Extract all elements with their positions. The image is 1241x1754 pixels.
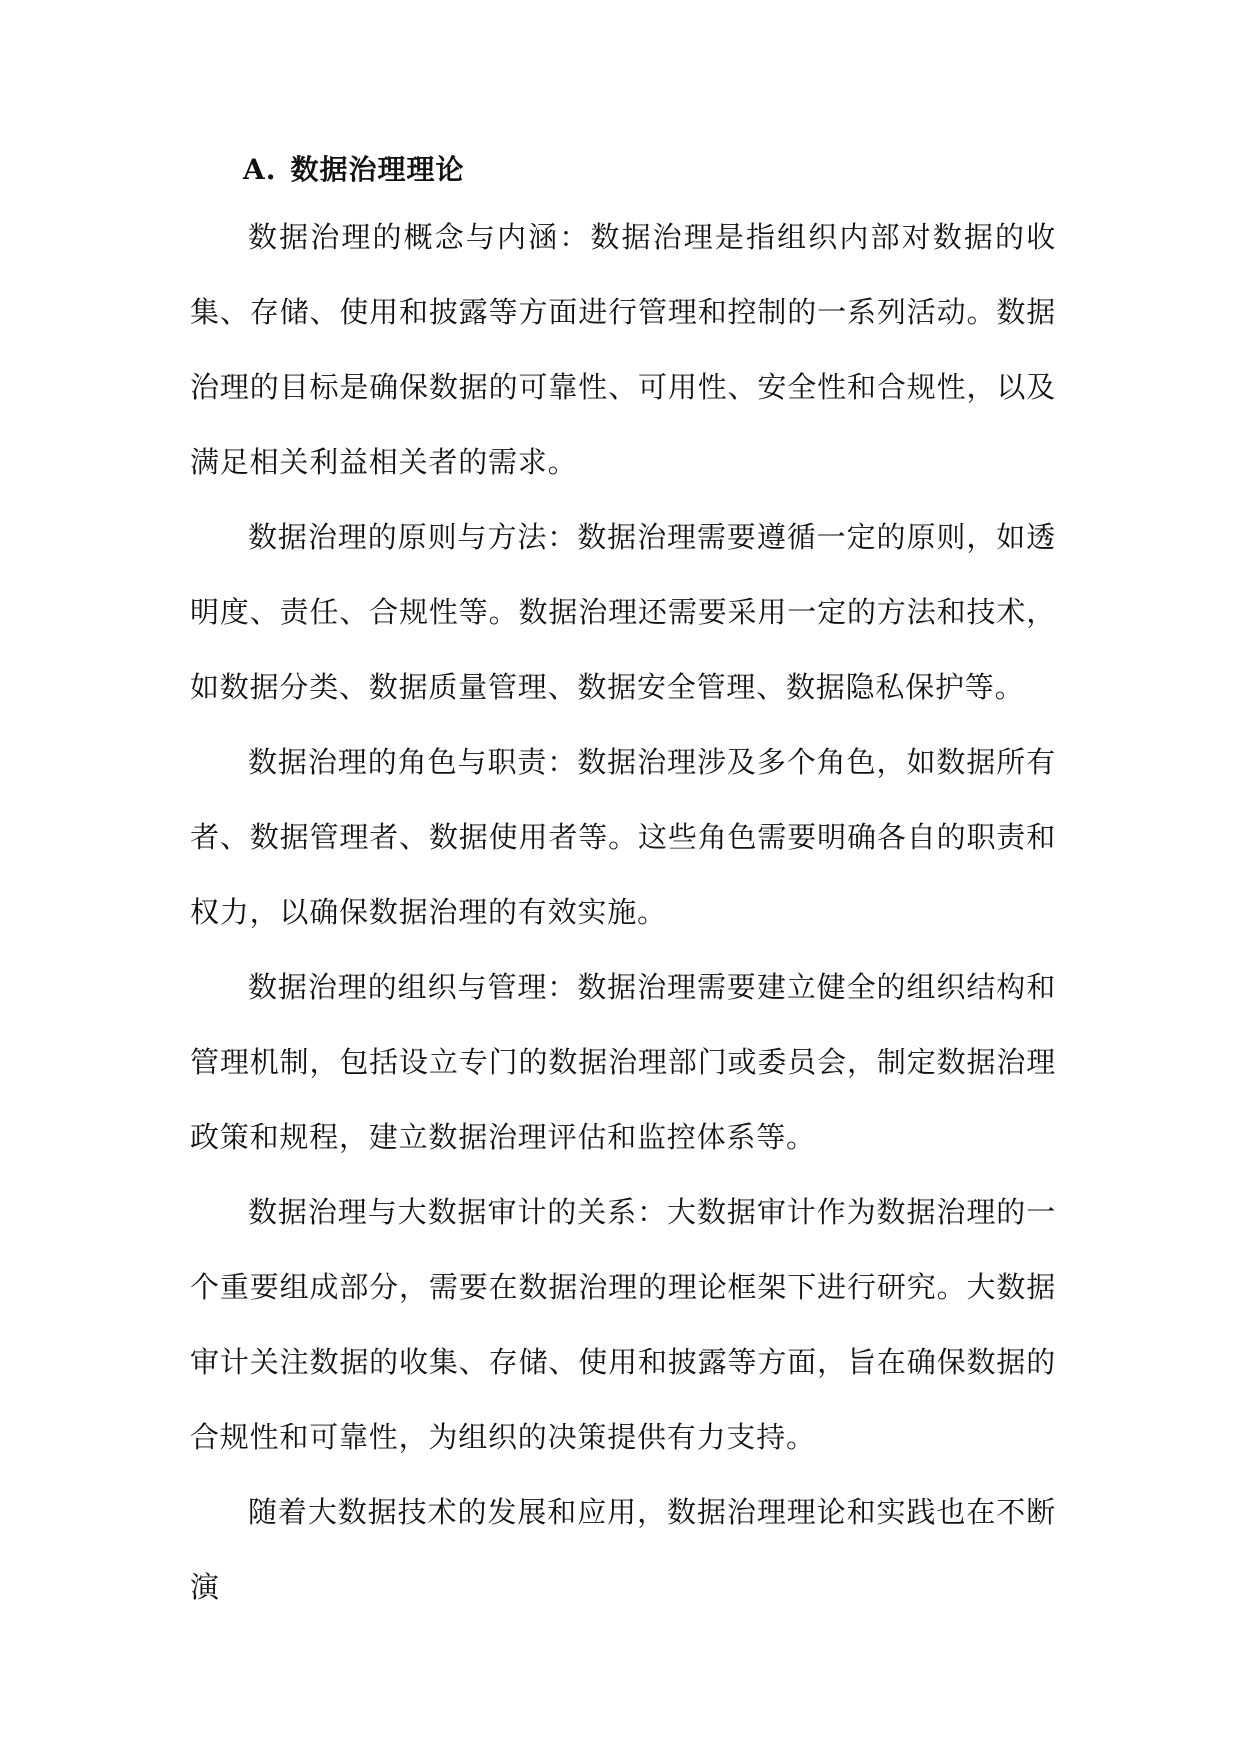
paragraph-roles: 数据治理的角色与职责：数据治理涉及多个角色，如数据所有者、数据管理者、数据使用者等。这些角色需要明确各自的职责和权力，以确保数据治理的有效实施。: [190, 745, 1056, 929]
paragraph-audit-relation: 数据治理与大数据审计的关系：大数据审计作为数据治理的一个重要组成部分，需要在数据治理的理论框架下进行研究。大数据审计关注数据的收集、存储、使用和披露等方面，旨在确保数据的合规性和可靠性，为组织的决策提供有力支持。: [190, 1195, 1056, 1454]
paragraph-organization: 数据治理的组织与管理：数据治理需要建立健全的组织结构和管理机制，包括设立专门的数据治理部门或委员会，制定数据治理政策和规程，建立数据治理评估和监控体系等。: [190, 970, 1056, 1154]
section-title: 数据治理理论: [290, 153, 465, 186]
document-body: [190, 200, 1056, 1625]
section-heading: [243, 150, 465, 190]
section-marker: A.: [243, 153, 277, 186]
paragraph-concept: 数据治理的概念与内涵：数据治理是指组织内部对数据的收集、存储、使用和披露等方面进行管理和控制的一系列活动。数据治理的目标是确保数据的可靠性、可用性、安全性和合规性，以及满足相关利益相关者的需求。: [190, 220, 1056, 479]
paragraph-development: 随着大数据技术的发展和应用，数据治理理论和实践也在不断演: [190, 1495, 1056, 1604]
paragraph-principles: 数据治理的原则与方法：数据治理需要遵循一定的原则，如透明度、责任、合规性等。数据治理还需要采用一定的方法和技术，如数据分类、数据质量管理、数据安全管理、数据隐私保护等。: [190, 520, 1056, 704]
